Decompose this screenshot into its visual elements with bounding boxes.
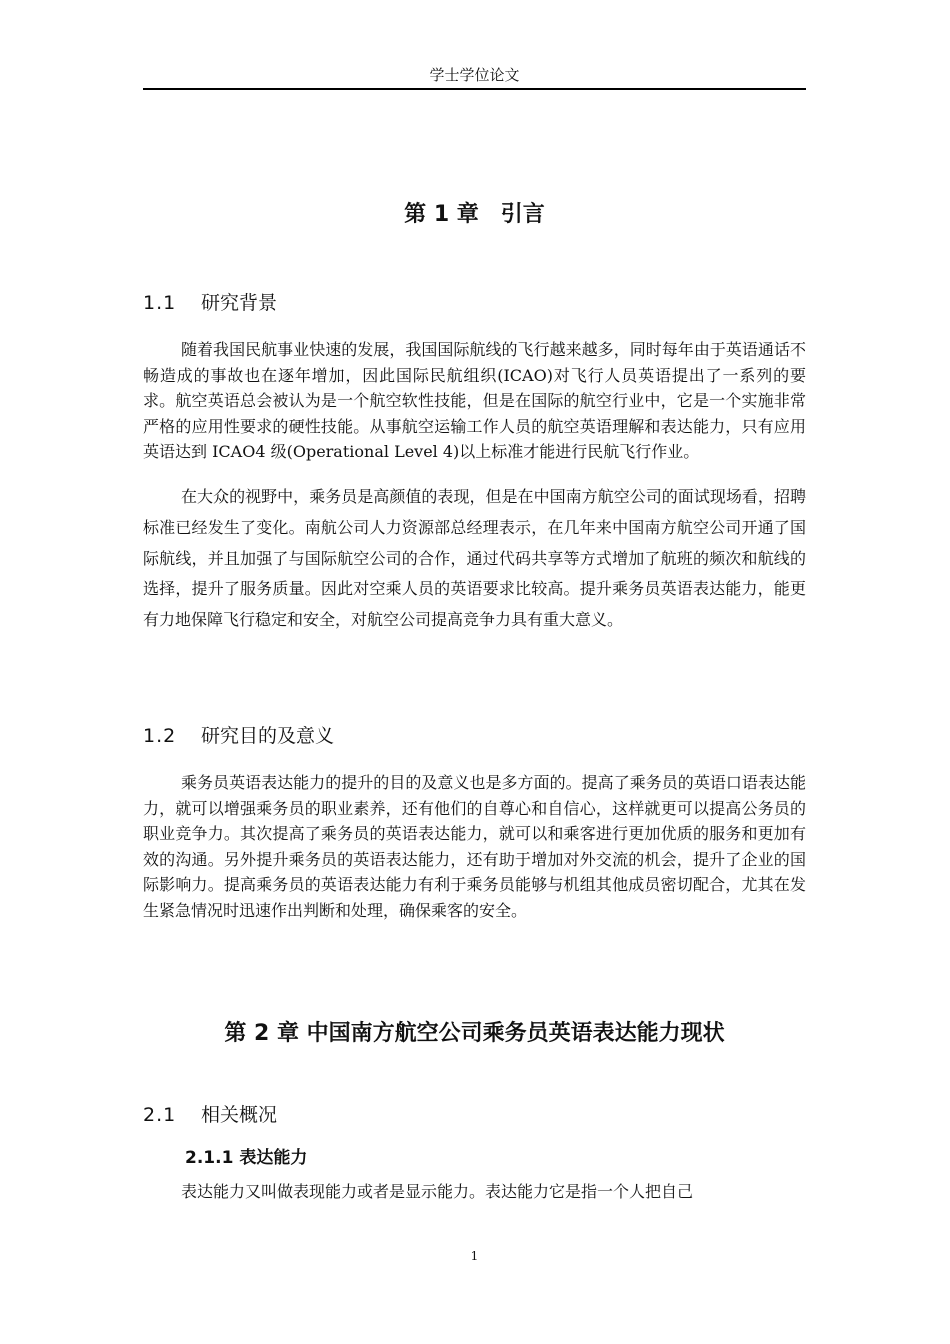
paragraph-1-1-b: 在大众的视野中，乘务员是高颜值的表现，但是在中国南方航空公司的面试现场看，招聘标准已经发生了变化。南航公司人力资源部总经理表示，在几年来中国南方航空公司开通了国际航线，并且加强了与国际航空公司的合作，通过代码共享等方式增加了航班的频次和航线的选择，提升了服务质量。因此对空乘人员的英语要求比较高。提升乘务员英语表达能力，能更有力地保障飞行稳定和安全，对航空公司提高竞争力具有重大意义。 [143, 487, 806, 630]
paragraph-1-2-a: 乘务员英语表达能力的提升的目的及意义也是多方面的。提高了乘务员的英语口语表达能力，就可以增强乘务员的职业素养，还有他们的自尊心和自信心，这样就更可以提高公务员的职业竞争力。其次提高了乘务员的英语表达能力，就可以和乘客进行更加优质的服务和更加有效的沟通。另外提升乘务员的英语表达能力，还有助于增加对外交流的机会，提升了企业的国际影响力。提高乘务员的英语表达能力有利于乘务员能够与机组其他成员密切配合，尤其在发生紧急情况时迅速作出判断和处理，确保乘客的安全。 [143, 773, 806, 920]
paragraph-1-1-a: 随着我国民航事业快速的发展，我国国际航线的飞行越来越多，同时每年由于英语通话不畅造成的事故也在逐年增加，因此国际民航组织(ICAO)对飞行人员英语提出了一系列的要求。航空英语总会被认为是一个航空软性技能，但是在国际的航空行业中，它是一个实施非常严格的应用性要求的硬性技能。从事航空运输工作人员的航空英语理解和表达能力，只有应用英语达到 ICAO4 级(Operational Level 4)以上标准才能进行民航飞行作业。 [143, 340, 806, 462]
header-rule [143, 88, 806, 90]
subsection-2-1-1-heading: 2.1.1 表达能力 [185, 1148, 308, 1168]
section-1-1-heading [143, 290, 277, 316]
section-1-2-heading [143, 723, 334, 749]
page-header: 学士学位论文 [429, 66, 520, 84]
paragraph-2-1-1-a: 表达能力又叫做表现能力或者是显示能力。表达能力它是指一个人把自己 [181, 1182, 694, 1201]
section-number: 1.2 [143, 725, 177, 747]
section-title: 研究目的及意义 [201, 725, 335, 747]
section-title: 研究背景 [201, 292, 278, 314]
chapter-1-title: 第 1 章 引言 [404, 202, 545, 227]
section-number: 2.1 [143, 1104, 177, 1126]
section-number: 1.1 [143, 292, 177, 314]
section-title: 相关概况 [201, 1104, 278, 1126]
chapter-2-title: 第 2 章 中国南方航空公司乘务员英语表达能力现状 [224, 1021, 725, 1046]
page-number: 1 [470, 1249, 479, 1263]
section-2-1-heading [143, 1102, 277, 1128]
